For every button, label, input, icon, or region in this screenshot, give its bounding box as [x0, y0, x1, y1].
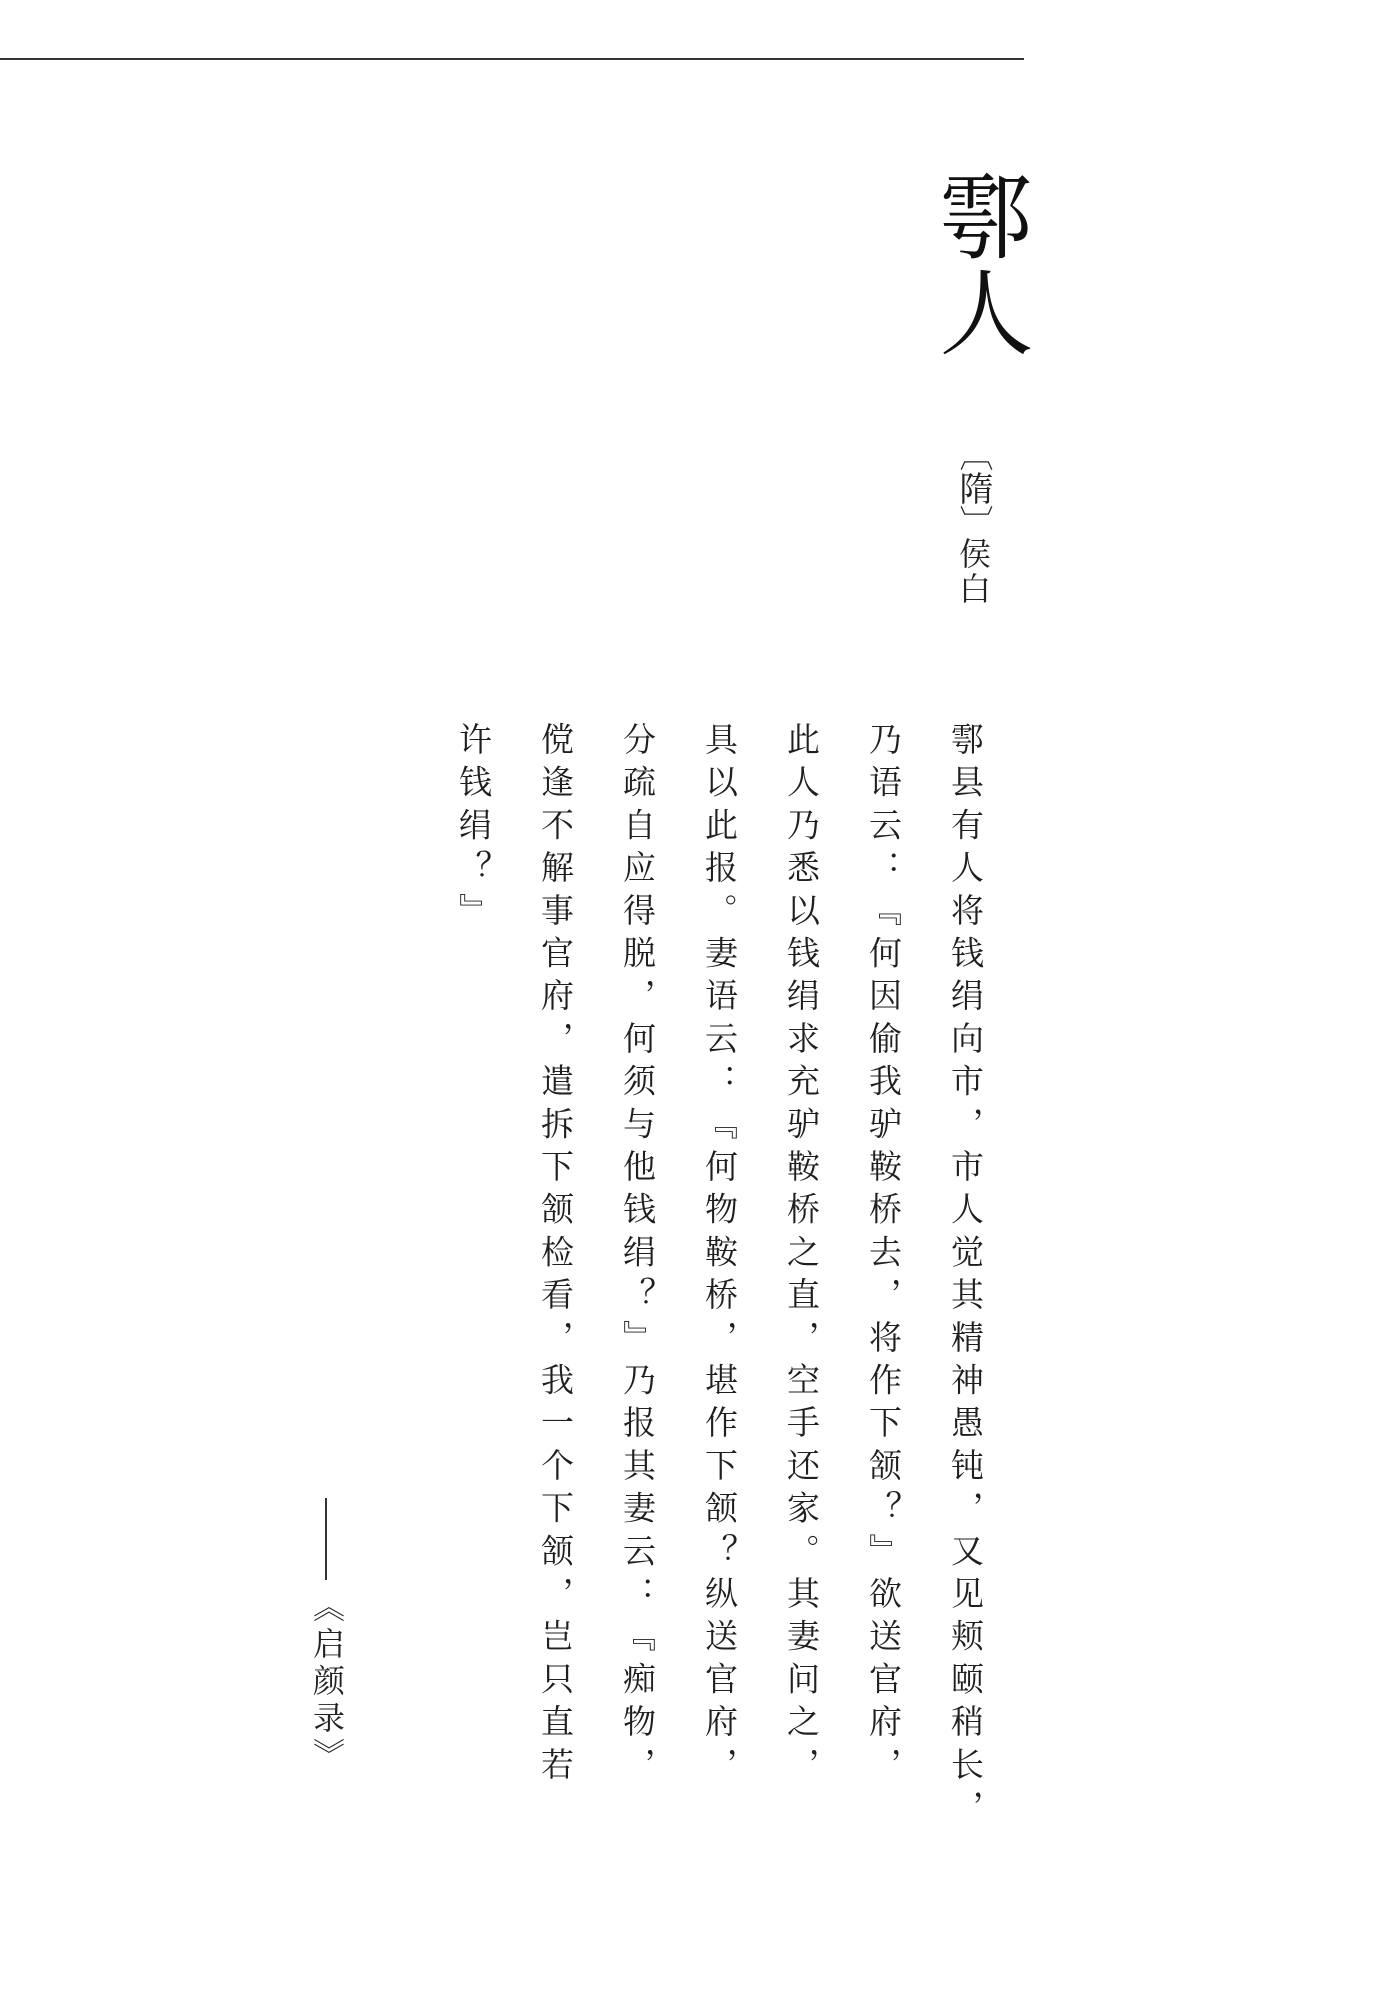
text-column: 鄠县有人将钱绢向市，市人觉其精神愚钝，又见颊颐稍长， — [946, 722, 985, 1833]
source-dash — [325, 1498, 327, 1580]
text-column: 乃语云：『何因偷我驴鞍桥去，将作下颔？』欲送官府， — [864, 722, 903, 1790]
body-text — [432, 722, 1006, 1832]
page-title: 鄠人 — [923, 168, 1032, 360]
dynasty-label: 〔隋〕 — [953, 437, 993, 539]
text-column: 傥逢不解事官府，遣拆下颔检看，我一个下颔，岂只直若 — [536, 722, 575, 1790]
top-rule — [0, 58, 1024, 60]
author-name: 侯白 — [954, 537, 992, 607]
source-citation: 《启颜录》 — [308, 1590, 346, 1775]
text-column: 许钱绢？』 — [454, 722, 493, 936]
text-column: 此人乃悉以钱绢求充驴鞍桥之直，空手还家。其妻问之， — [782, 722, 821, 1790]
text-column: 分疏自应得脱，何须与他钱绢？』乃报其妻云：『痴物， — [618, 722, 657, 1790]
text-column: 具以此报。妻语云：『何物鞍桥，堪作下颔？纵送官府， — [700, 722, 739, 1790]
